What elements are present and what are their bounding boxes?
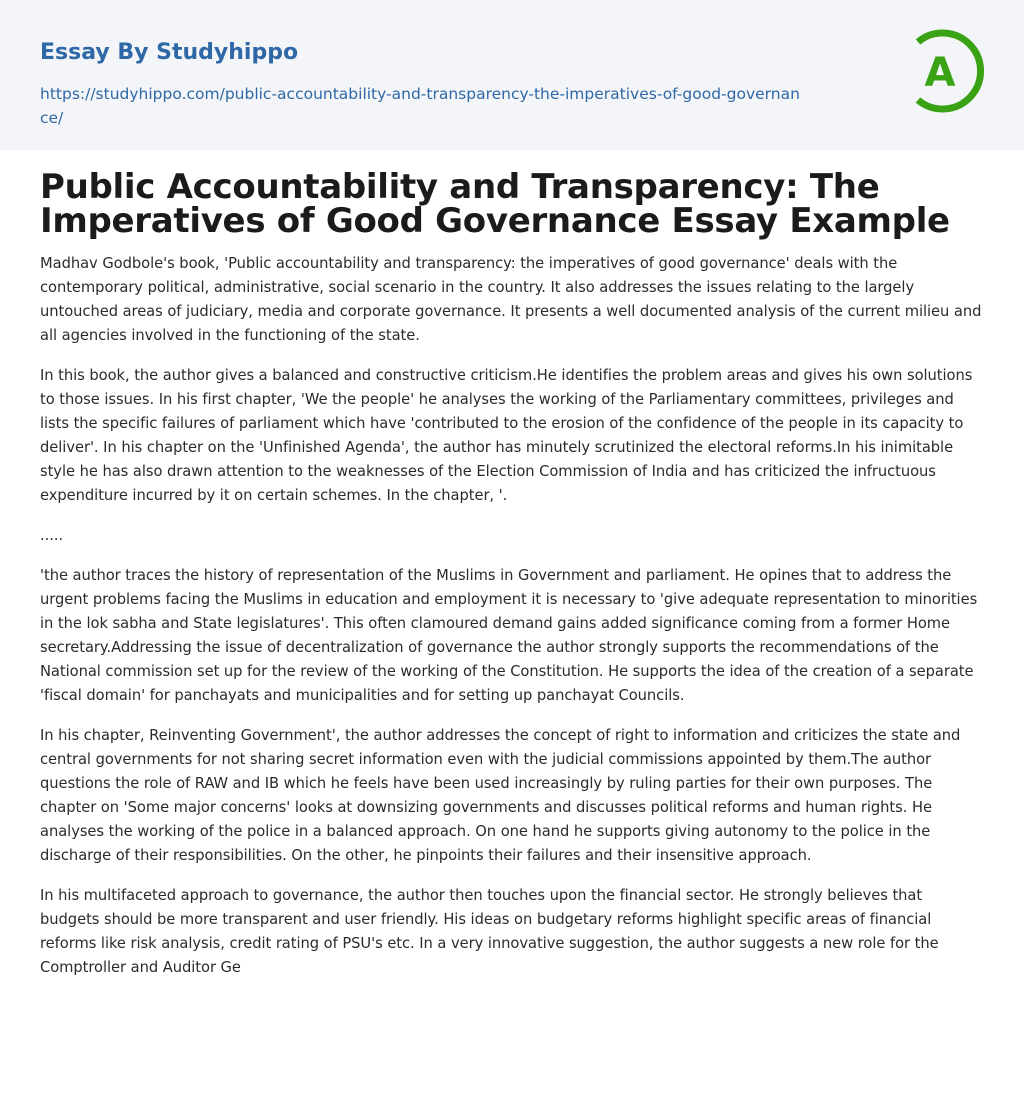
essay-content — [40, 167, 984, 996]
brand-title[interactable]: Essay By Studyhippo — [40, 40, 299, 65]
essay-ellipsis: ..... — [40, 527, 64, 544]
studyhippo-logo[interactable] — [910, 28, 988, 116]
essay-title: Public Accountability and Transparency: The Imperatives of Good Governance Essay Example — [40, 167, 950, 241]
site-header — [0, 0, 1024, 150]
essay-paragraph-3: 'the author traces the history of representation of the Muslims in Government and parliament. He opines that to address the urgent problems facing the Muslims in education and employment it is necessary to 'give adequate representation to minorities in the lok sabha and State legislatures'. This often clamoured demand gains added significance coming from a former Home secretary.Addressing the issue of decentralization of governance the author strongly supports the recommendations of the National commission set up for the review of the working of the Constitution. He supports the idea of the creation of a separate 'fiscal domain' for panchayats and municipalities and for setting up panchayat Councils. — [40, 567, 978, 704]
source-url-link[interactable]: https://studyhippo.com/public-accountability-and-transparency-the-imperatives-of-good-governance/ — [40, 85, 800, 127]
logo-icon — [910, 28, 988, 116]
essay-paragraph-2: In this book, the author gives a balanced and constructive criticism.He identifies the problem areas and gives his own solutions to those issues. In his first chapter, 'We the people' he analyses the working of the Parliamentary committees, privileges and lists the specific failures of parliament which have 'contributed to the erosion of the confidence of the people in its capacity to deliver'. In his chapter on the 'Unfinished Agenda', the author has minutely scrutinized the electoral reforms.In his inimitable style he has also drawn attention to the weaknesses of the Election Commission of India and has criticized the infructuous expenditure incurred by it on certain schemes. In the chapter, '. — [40, 367, 973, 504]
logo-letter: A — [924, 50, 956, 96]
essay-paragraph-4: In his chapter, Reinventing Government', the author addresses the concept of right to information and criticizes the state and central governments for not sharing secret information even with the judicial commissions appointed by them.The author questions the role of RAW and IB which he feels have been used increasingly by ruling parties for their own purposes. The chapter on 'Some major concerns' looks at downsizing governments and discusses political reforms and human rights. He analyses the working of the police in a balanced approach. On one hand he supports giving autonomy to the police in the discharge of their responsibilities. On the other, he pinpoints their failures and their insensitive approach. — [40, 727, 961, 864]
essay-paragraph-5: In his multifaceted approach to governance, the author then touches upon the financial sector. He strongly believes that budgets should be more transparent and user friendly. His ideas on budgetary reforms highlight specific areas of financial reforms like risk analysis, credit rating of PSU's etc. In a very innovative suggestion, the author suggests a new role for the Comptroller and Auditor Ge — [40, 887, 939, 976]
essay-paragraph-1: Madhav Godbole's book, 'Public accountability and transparency: the imperatives of good governance' deals with the contemporary political, administrative, social scenario in the country. It also addresses the issues relating to the largely untouched areas of judiciary, media and corporate governance. It presents a well documented analysis of the current milieu and all agencies involved in the functioning of the state. — [40, 255, 982, 344]
